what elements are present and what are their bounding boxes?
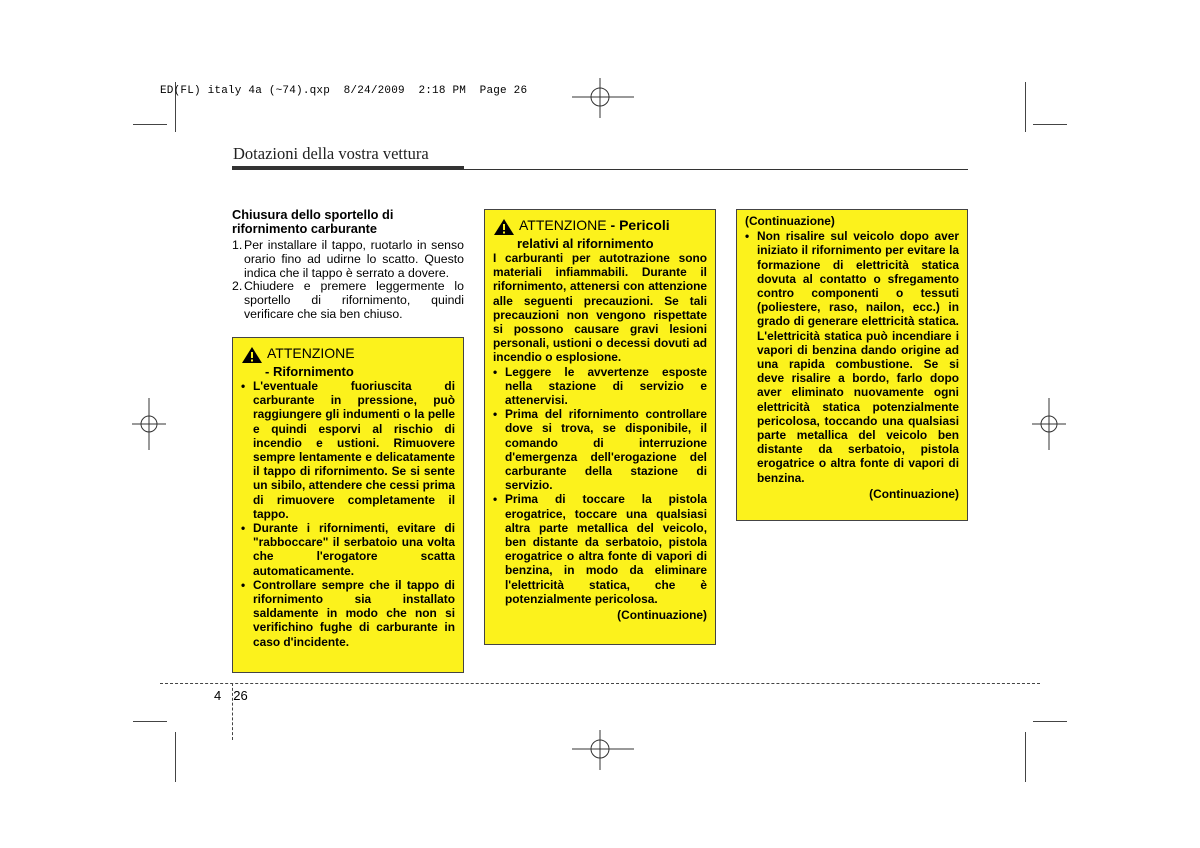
bullet-text: Durante i rifornimenti, evitare di "rabboccare" il serbatoio una volta che l'erogatore scatta automaticamente. — [253, 521, 455, 578]
continued-label: (Continuazione) — [869, 486, 959, 501]
registration-mark-icon — [1032, 398, 1066, 450]
bullet-text: Leggere le avvertenze esposte nella stazione di servizio e attenervisi. — [505, 364, 707, 408]
warning-subtitle: relativi al rifornimento — [517, 236, 654, 251]
warning-header — [241, 346, 455, 364]
bullet-text: L'eventuale fuoriuscita di carburante in pressione, può raggiungere gli indumenti o la pelle e quindi esporvi al rischio di incendio e ustioni. Rimuovere sempre lentamente e delicatamente il tappo di rifornimento. Se si sente un sibilo, attendere che cessi prima di rimuovere completamente il tappo. — [253, 379, 455, 521]
title-rule-thin — [464, 169, 968, 170]
warning-triangle-icon — [493, 218, 515, 236]
continued-label: (Continuazione) — [617, 608, 707, 623]
step-number: 1. — [232, 238, 243, 252]
step-text: Chiudere e premere leggermente lo sportello di rifornimento, quindi verificare che sia ben chiuso. — [244, 279, 464, 321]
warning-box-continued — [736, 209, 968, 521]
continued-label-top: (Continuazione) — [745, 214, 835, 228]
warning-header — [493, 218, 707, 236]
page-number-value: 26 — [233, 688, 248, 703]
bullet-text: Controllare sempre che il tappo di rifornimento sia installato saldamente in modo che non si verifichino fughe di carburante in caso d'incidente. — [253, 577, 455, 649]
warning-bullet: • Prima del rifornimento controllare dove si trova, se disponibile, il comando di interruzione d'emergenza dell'erogazione del carburante della stazione di servizio. — [493, 407, 707, 493]
instruction-step — [232, 280, 464, 321]
instruction-step — [232, 239, 464, 280]
warning-bullet: • Non risalire sul veicolo dopo aver iniziato il rifornimento per evitare la formazione di elettricità statica dovuta al contatto o sfregamento contro componenti o tessuti (poliestere, raso, nailon, ecc.) in grado di generare elettricità statica. L'elettricità statica può incendiare i vapori di benzina dando origine ad una rapida combustione. Se si deve risalire a bordo, farlo dopo aver eliminato nuovamente ogni elettricità statica potenzialmente pericolosa, toccando una qualsiasi parte metallica del veicolo ben distante da serbatoio, pistola erogatrice o altra fonte di vapori di benzina. — [745, 229, 959, 485]
warning-title-suffix: - Pericoli — [606, 217, 670, 233]
warning-box-refueling — [232, 337, 464, 673]
step-text: Per installare il tappo, ruotarlo in senso orario fino ad udirne lo scatto. Questo indica che il tappo è serrato a dovere. — [244, 238, 464, 280]
chapter-number: 4 — [214, 688, 222, 703]
title-rule-thick — [232, 166, 464, 170]
warning-box-refueling-hazards — [484, 209, 716, 645]
warning-bullet: • L'eventuale fuoriuscita di carburante in pressione, può raggiungere gli indumenti o la pelle e quindi esporvi al rischio di incendio e ustioni. Rimuovere sempre lentamente e delicatamente il tappo di rifornimento. Se si sente un sibilo, attendere che cessi prima di rimuovere completamente il tappo. — [241, 379, 455, 521]
bullet-text: Non risalire sul veicolo dopo aver iniziato il rifornimento per evitare la formazione di elettricità statica dovuta al contatto o sfregamento contro componenti o tessuti (poliestere, raso, nailon, ecc.) in grado di generare elettricità statica. L'elettricità statica può incendiare i vapori di benzina dando origine ad una rapida combustione. Se si deve risalire a bordo, farlo dopo aver eliminato nuovamente ogni elettricità statica potenzialmente pericolosa, toccando una qualsiasi parte metallica del veicolo ben distante da serbatoio, pistola erogatrice o altra fonte di vapori di benzina. — [757, 229, 959, 485]
registration-mark-icon — [572, 78, 634, 118]
footer-dashed-rule — [160, 683, 1040, 684]
warning-intro: I carburanti per autotrazione sono materiali infiammabili. Durante il rifornimento, attenersi con attenzione alle seguenti precauzioni. Se tali precauzioni non vengono rispettate si possono causare gravi lesioni personali, ustioni o decessi dovuti ad incendio o esplosione. — [493, 251, 707, 365]
warning-title — [519, 218, 670, 233]
instructions-heading: Chiusura dello sportello di rifornimento carburante — [232, 207, 394, 236]
warning-bullet: • Controllare sempre che il tappo di rifornimento sia installato saldamente in modo che non si verifichino fughe di carburante in caso d'incidente. — [241, 577, 455, 649]
registration-mark-icon — [572, 730, 634, 770]
fuel-door-instructions — [232, 208, 464, 322]
warning-title: ATTENZIONE — [267, 345, 355, 361]
print-file-header: ED(FL) italy 4a (~74).qxp 8/24/2009 2:18 PM Page 26 — [160, 85, 528, 97]
step-number: 2. — [232, 279, 243, 294]
section-title: Dotazioni della vostra vettura — [233, 144, 429, 163]
warning-bullet: • Durante i rifornimenti, evitare di "rabboccare" il serbatoio una volta che l'erogatore scatta automaticamente. — [241, 521, 455, 578]
warning-title-main: ATTENZIONE — [519, 217, 607, 233]
warning-subtitle: - Rifornimento — [265, 364, 354, 379]
warning-bullet: • Leggere le avvertenze esposte nella stazione di servizio e attenervisi. — [493, 364, 707, 408]
warning-triangle-icon — [241, 346, 263, 364]
bullet-text: Prima di toccare la pistola erogatrice, toccare una qualsiasi altra parte metallica del veicolo, ben distante da serbatoio, pistola erogatrice o altra fonte di vapori di benzina, in modo da eliminare l'elettricità statica, che è potenzialmente pericolosa. — [505, 492, 707, 606]
page-number — [214, 688, 248, 703]
warning-bullet: • Prima di toccare la pistola erogatrice, toccare una qualsiasi altra parte metallica del veicolo, ben distante da serbatoio, pistola erogatrice o altra fonte di vapori di benzina, in modo da eliminare l'elettricità statica, che è potenzialmente pericolosa. — [493, 492, 707, 606]
registration-mark-icon — [132, 398, 166, 450]
bullet-text: Prima del rifornimento controllare dove si trova, se disponibile, il comando di interruzione d'emergenza dell'erogazione del carburante della stazione di servizio. — [505, 407, 707, 493]
